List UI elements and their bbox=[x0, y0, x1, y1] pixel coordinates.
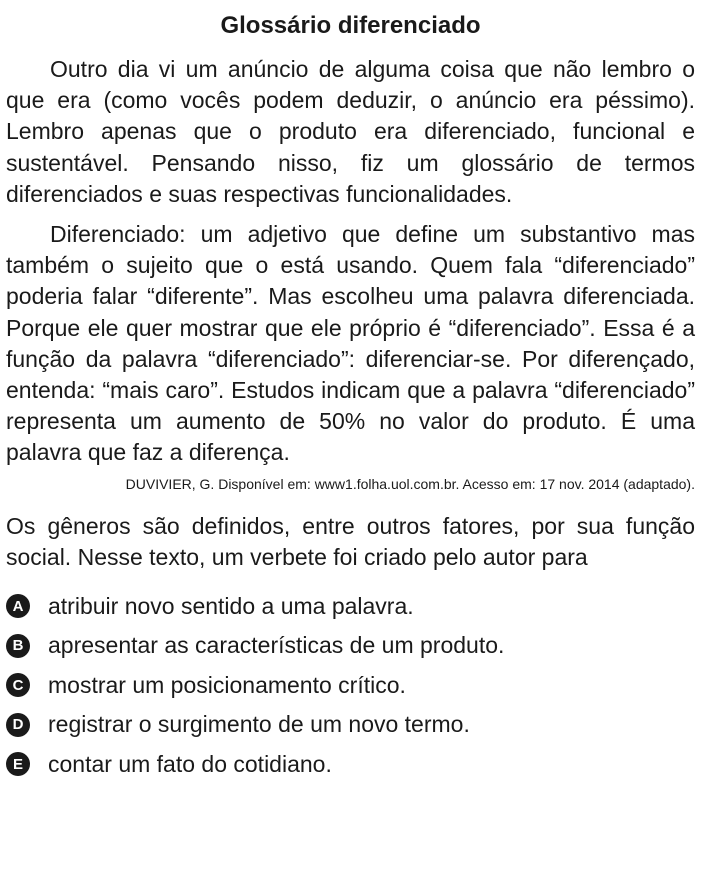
option-text: mostrar um posicionamento crítico. bbox=[48, 671, 406, 698]
paragraph-2: Diferenciado: um adjetivo que define um substantivo mas também o sujeito que o está usando. Quem fala “diferenciado” poderia falar “diferente”. Mas escolheu uma palavra diferenciada. Porque ele quer mostrar que ele próprio é “diferenciado”. Essa é a função da palavra “diferenciado”: diferenciar-se. Por diferençado, entenda: “mais caro”. Estudos indicam que a palavra “diferenciado” representa um aumento de 50% no valor do produto. É uma palavra que faz a diferença. bbox=[6, 221, 695, 466]
paragraph-1: Outro dia vi um anúncio de alguma coisa que não lembro o que era (como vocês podem deduzir, o anúncio era péssimo). Lembro apenas que o produto era diferenciado, funcional e sustentável. Pensando nisso, fiz um glossário de termos diferenciados e suas respectivas funcionalidades. bbox=[6, 56, 695, 207]
option-c[interactable] bbox=[6, 666, 695, 706]
source-citation: DUVIVIER, G. Disponível em: www1.folha.uol.com.br. Acesso em: 17 nov. 2014 (adaptado). bbox=[125, 475, 695, 492]
option-letter-badge: E bbox=[6, 752, 30, 776]
option-letter-badge: B bbox=[6, 634, 30, 658]
option-text: registrar o surgimento de um novo termo. bbox=[48, 711, 470, 738]
option-d[interactable] bbox=[6, 705, 695, 745]
question-stem: Os gêneros são definidos, entre outros fatores, por sua função social. Nesse texto, um verbete foi criado pelo autor para bbox=[6, 512, 695, 570]
option-text: atribuir novo sentido a uma palavra. bbox=[48, 592, 414, 619]
option-text: apresentar as características de um produto. bbox=[48, 632, 505, 659]
option-letter-badge: A bbox=[6, 594, 30, 618]
option-a[interactable] bbox=[6, 587, 695, 627]
answer-options bbox=[6, 587, 695, 785]
option-b[interactable] bbox=[6, 626, 695, 666]
option-text: contar um fato do cotidiano. bbox=[48, 750, 332, 777]
option-letter-badge: D bbox=[6, 713, 30, 737]
option-letter-badge: C bbox=[6, 673, 30, 697]
text-title: Glossário diferenciado bbox=[220, 12, 481, 39]
option-e[interactable] bbox=[6, 745, 695, 785]
